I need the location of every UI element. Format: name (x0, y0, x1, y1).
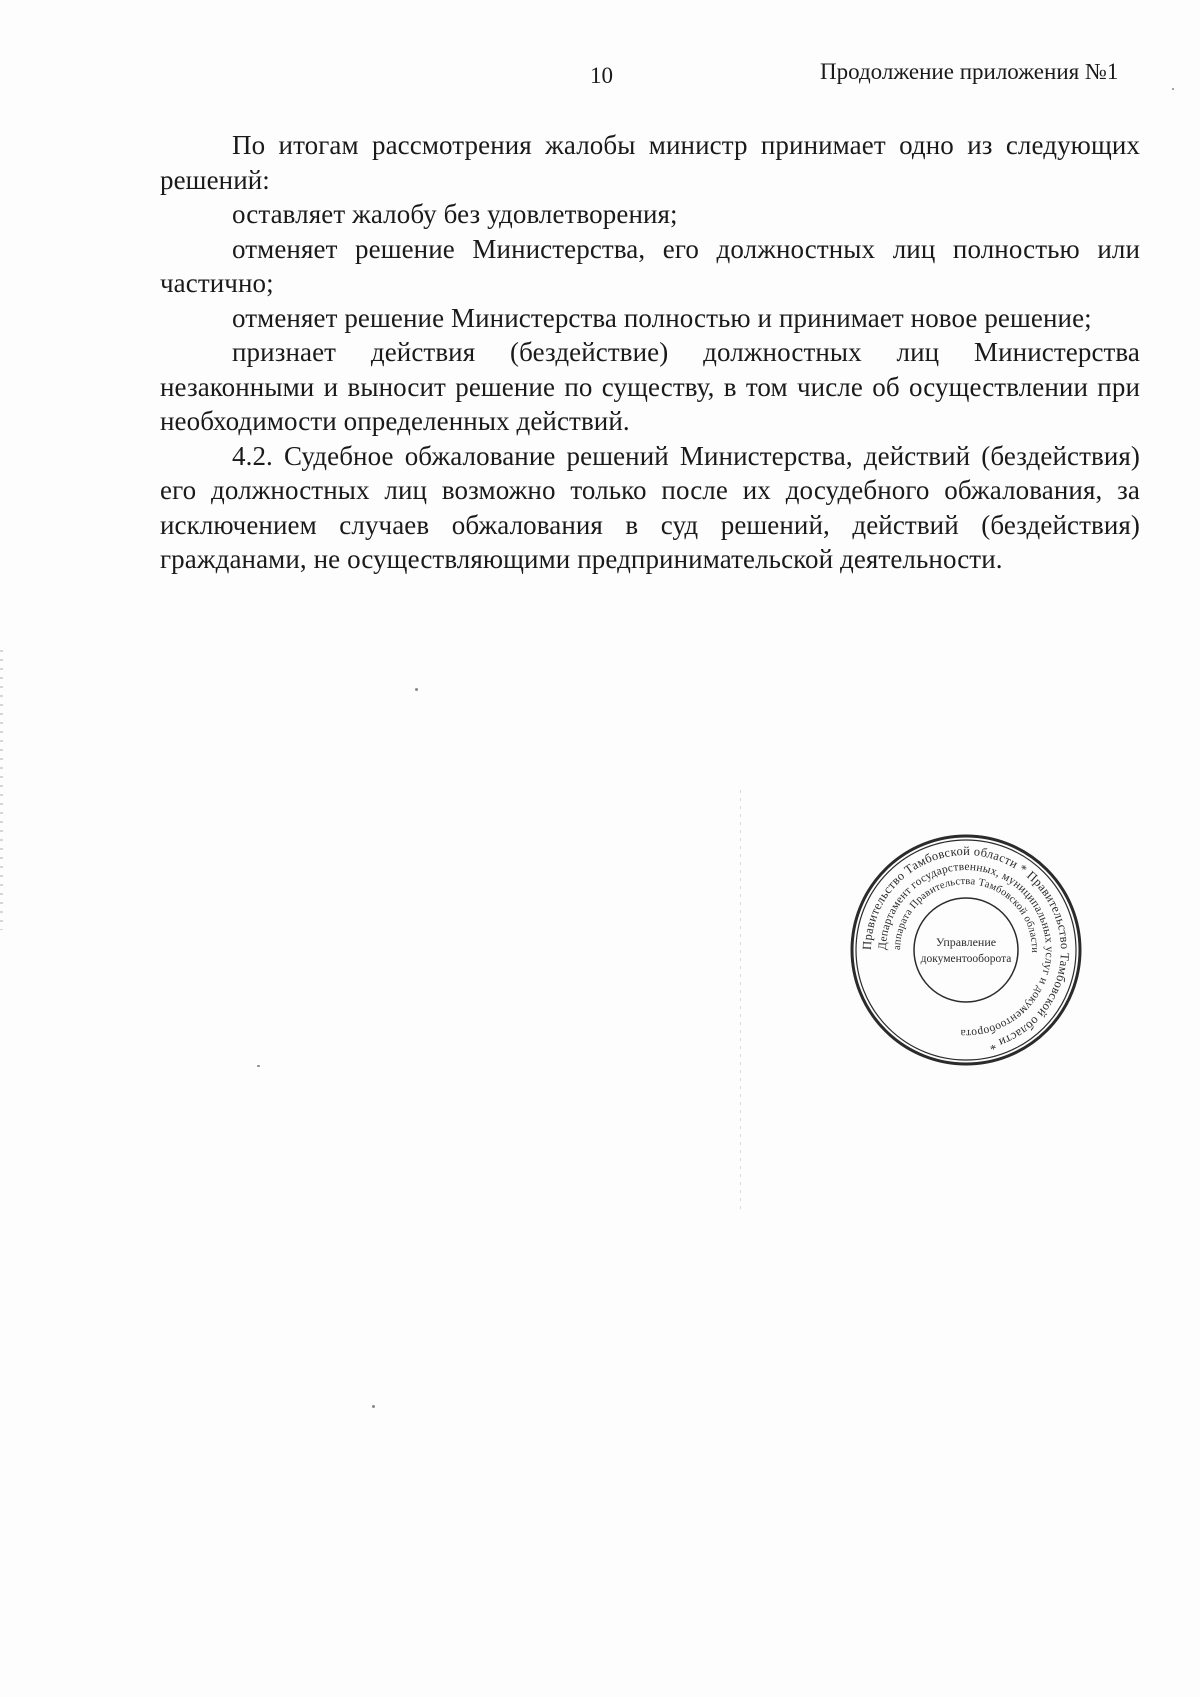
paragraph-declare-unlawful: признает действия (бездействие) должностных лиц Министерства незаконными и выносит решение по существу, в том числе об осуществлении при необходимости определенных действий. (160, 337, 1140, 436)
document-body (160, 128, 1140, 577)
stamp-middle-ring-text: Департамент государственных, муниципальных услуг и документооборота (876, 860, 1056, 1040)
header-note: Продолжение приложения №1 (820, 59, 1119, 84)
paragraph-decision-intro: По итогам рассмотрения жалобы министр принимает одно из следующих решений: (160, 130, 1140, 195)
scan-speck (257, 1065, 260, 1067)
stamp-outer-ring-text: Правительство Тамбовской области * Правительство Тамбовской области * (859, 843, 1073, 1054)
scan-speck (372, 1405, 375, 1408)
official-seal-stamp (848, 832, 1084, 1068)
scan-speck (415, 688, 418, 691)
svg-text:Департамент государственных, м (877, 861, 1055, 1039)
paragraph-leave-unsatisfied: оставляет жалобу без удовлетворения; (232, 199, 678, 229)
stamp-center-line2: документооборота (920, 953, 1012, 965)
paragraph-cancel-partially: отменяет решение Министерства, его должностных лиц полностью или частично; (160, 233, 1140, 298)
scan-edge-artifact (0, 650, 3, 930)
paragraph-cancel-fully: отменяет решение Министерства полностью и принимает новое решение; (232, 302, 1092, 333)
page-number: 10 (590, 63, 613, 88)
stamp-center-line1: Управление (935, 935, 997, 949)
scan-fold-line (740, 790, 741, 1210)
scan-speck (1172, 88, 1174, 90)
stamp-inner-ring-text: аппарата Правительства Тамбовской области (891, 875, 1041, 954)
paragraph-judicial-appeal: 4.2. Судебное обжалование решений Министерства, действий (бездействия) его должностных лиц возможно только после их досудебного обжалования, за исключением случаев обжалования в суд решений, действий (бездействия) гражданами, не осуществляющими предпринимательской деятельности. (160, 440, 1140, 574)
